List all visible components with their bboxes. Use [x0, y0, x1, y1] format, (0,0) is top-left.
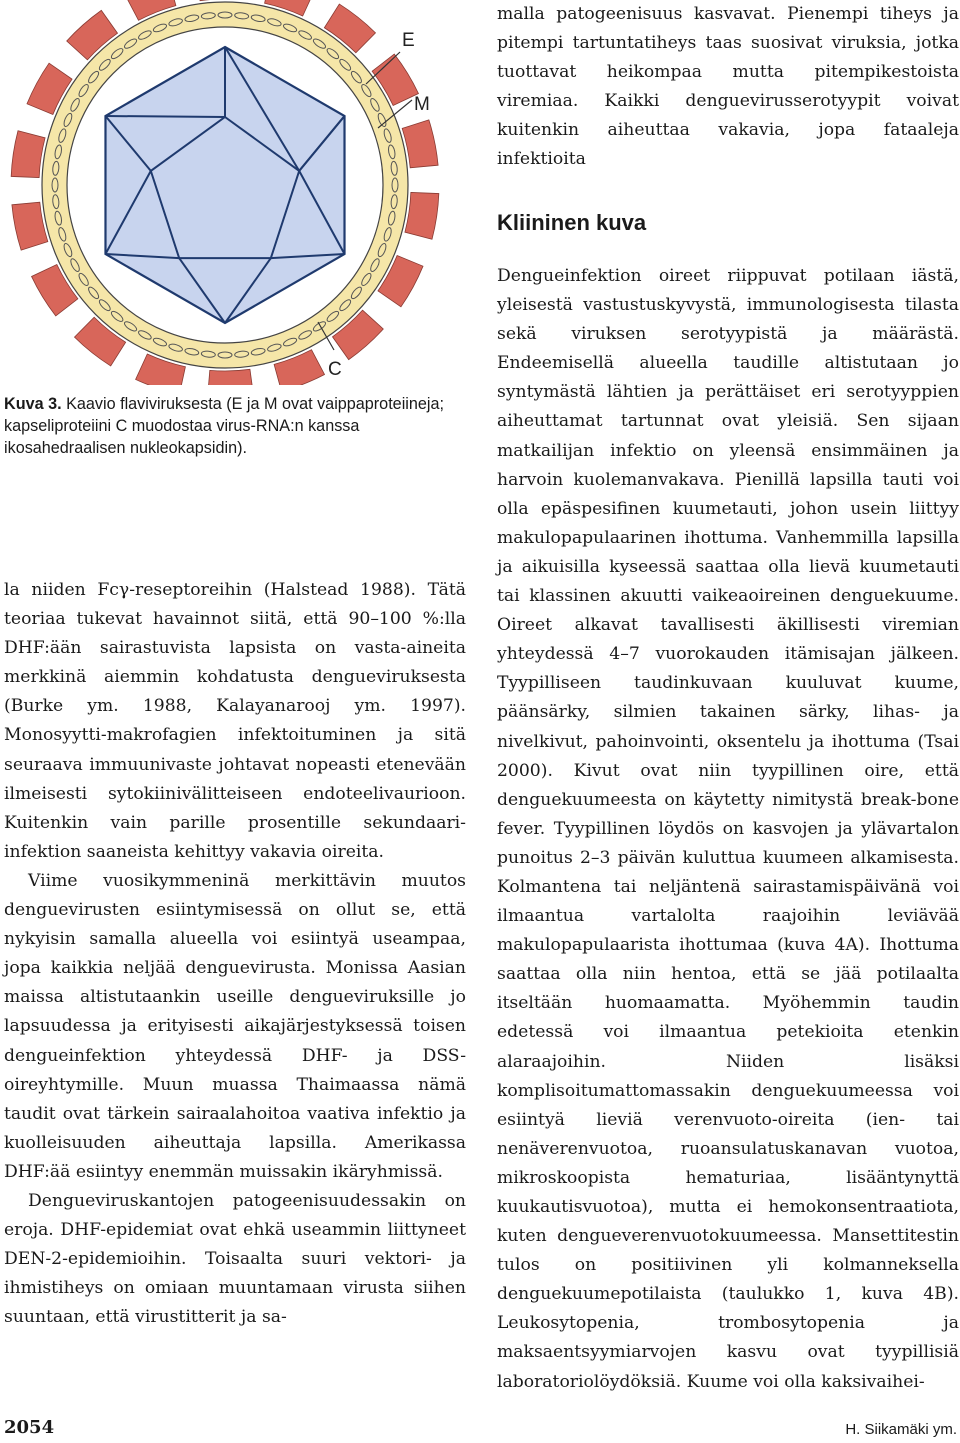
right-paragraph-0: malla patogeenisuus kasvavat. Pienempi tiheys ja pitempi tartuntatiheys taas suosivat viruksia, jotka tuottavat heikompaa mutta pitempikestoista viremiaa. Kaikki denguevirusserotyypit voivat kuitenkin aiheuttaa vakavia, jopa fataaleja infektioita [497, 4, 959, 170]
left-paragraph-2: Viime vuosikymmeninä merkittävin muutos denguevirusten esiintymisessä on ollut se, että nykyisin samalla alueella voi esiintyä useampaa, jopa kaikkia neljää denguevirusta. Monissa Aasian maissa altistutaankin useille dengueviruksille jo lapsuudessa ja erityisesti aikajärjestyksessä toisen dengueinfektion yhteydessä DHF- ja DSS-oireyhtymille. Muun muassa Thaimaassa nämä taudit ovat tärkein sairaalahoitoa vaativa infektio ja kuolleisuuden aiheuttaja lapsilla. Amerikassa DHF:ää esiintyy enemmän muissakin ikäryhmissä. [4, 870, 466, 1182]
footer-author: H. Siikamäki ym. [845, 1421, 957, 1438]
label-e: E [402, 30, 415, 51]
label-c: C [328, 359, 342, 380]
right-column-top [497, 0, 959, 175]
caption-text: Kaavio flaviviruksesta (E ja M ovat vaippaproteiineja; kapseliproteiini C muodostaa virus-RNA:n kanssa ikosahedraalisen nukleokapsidin). [4, 395, 444, 457]
figure-caption [4, 393, 466, 459]
left-column [4, 576, 466, 1332]
page-number: 2054 [4, 1417, 55, 1438]
e-protein-spike [402, 120, 438, 168]
left-paragraph-1: la niiden Fcγ-reseptoreihin (Halstead 1988). Tätä teoriaa tukevat havainnot siitä, että 90–100 %:lla DHF:ään sairastuvista lapsista on vasta-aineita merkkinä aiemmin kohdatusta dengueviruksesta (Burke ym. 1988, Kalayanarooj ym. 1997). Monosyytti-makrofagien infektoituminen ja sitä seuraava immuunivaste johtavat nopeasti etenevään ilmeisesti sytokiinivälitteiseen endoteelivaurioon. Kuitenkin vain parille prosentille sekundaari-infektion saaneista kehittyy vakavia oireita. [4, 580, 466, 862]
e-protein-spike [207, 369, 253, 385]
e-protein-spike [11, 131, 45, 178]
left-paragraph-3: Dengueviruskantojen patogeenisuudessakin on eroja. DHF-epidemiat ovat ehkä useammin liittyneet DEN-2-epidemioihin. Toisaalta suuri vektori- ja ihmistiheys on omiaan muuntamaan virusta siihen suuntaan, että virustitterit ja sa- [4, 1190, 466, 1328]
right-paragraph-1: Dengueinfektion oireet riippuvat potilaan iästä, yleisestä vastustuskyvystä, immunologisesta tilasta sekä viruksen serotyypistä ja määrästä. Endeemisellä alueella taudille altistutaan jo syntymästä lähtien ja perättäiset eri serotyyppien aiheuttamat tartunnat ovat yleisiä. Sen sijaan matkailijan infektio on yleensä ensimmäinen ja harvoin kuolemanvakava. Pienillä lapsilla tauti voi olla epäspesifinen kuumetauti, johon usein liittyy makulopapulaarinen ihottuma. Vanhemmilla lapsilla ja aikuisilla kyseessä saattaa olla lievä kuumetauti tai klassinen akuutti vaikeaoireinen denguekuume. Oireet alkavat tavallisesti äkillisesti viremian yhteydessä 4–7 vuorokauden itämisajan jälkeen. Tyypilliseen taudinkuvaan kuuluvat kuume, päänsärky, silmien takainen särky, lihas- ja nivelkivut, pahoinvointi, oksentelu ja ihottuma (Tsai 2000). Kivut ovat niin tyypillinen oire, että denguekuumeesta on käytetty nimitystä break-bone fever. Tyypillinen löydös on kasvojen ja ylävartalon punoitus 2–3 päivän kuluttua kuumeen alkamisesta. Kolmantena tai neljäntenä sairastamispäivänä voi ilmaantua vartalolta raajoihin leviävää makulopapulaarista ihottumaa (kuva 4A). Ihottuma saattaa olla niin hentoa, että se jää potilaalta itseltään huomaamatta. Myöhemmin taudin edetessä voi ilmaantua petekioita etenkin alaraajoihin. Niiden lisäksi komplisoitumattomassakin denguekuumeessa voi esiintyä lieviä verenvuoto-oireita (ien- tai nenäverenvuotoa, ruoansulatuskanavan vuotoa, mikroskoopista hematuriaa, lisääntynyttä kuukautisvuotoa), mutta ei hemokonsentraatiota, kuten dengueverenvuotokuumeessa. Mansettitestin tulos on positiivinen yli kolmanneksella denguekuumepotilaista (taulukko 1, kuva 4B). Leukosytopenia, trombosytopenia ja maksaentsyymiarvojen kasvu ovat tyypillisiä laboratoriolöydöksiä. Kuume voi olla kaksivaihei- [497, 266, 959, 1392]
e-protein-spike [196, 0, 242, 1]
flavivirus-diagram [0, 0, 470, 385]
e-protein-spike [12, 202, 48, 250]
e-protein-spike [405, 192, 439, 239]
section-heading: Kliininen kuva [497, 210, 647, 235]
label-m: M [414, 94, 430, 115]
virus-diagram-figure [0, 0, 470, 385]
right-column [497, 262, 959, 1397]
capsid-edge [105, 116, 225, 117]
caption-label: Kuva 3. [4, 395, 62, 413]
